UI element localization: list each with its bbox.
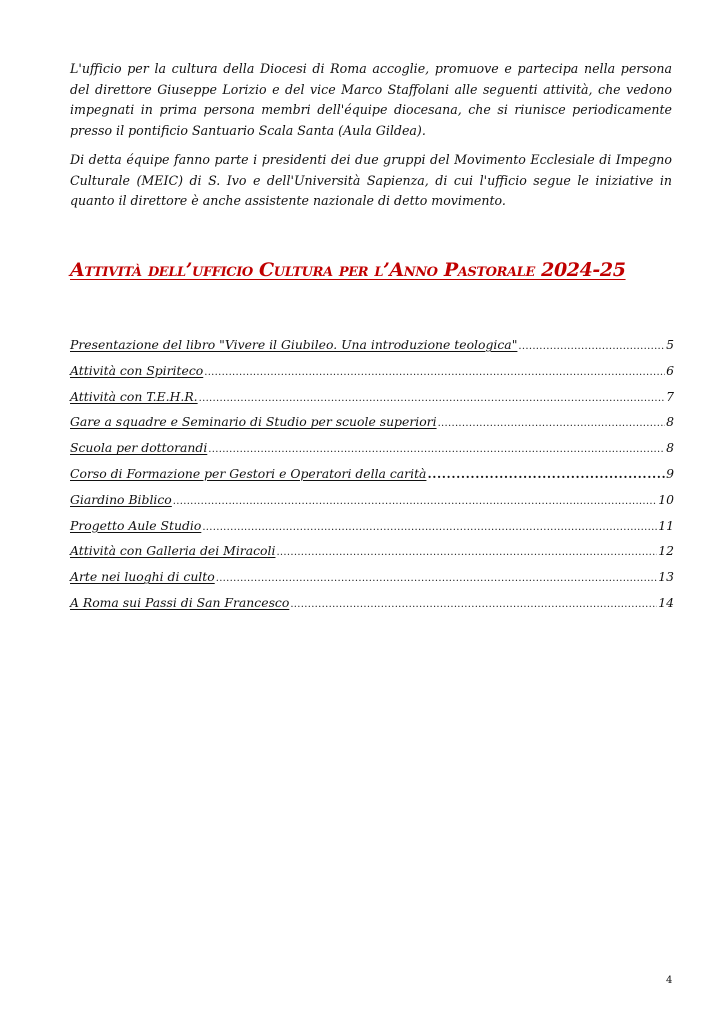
toc-entry-page: 5: [666, 337, 674, 352]
toc-entry-page: 6: [666, 362, 674, 378]
dot-leader: [518, 341, 665, 352]
toc-entry-title: Attività con T.E.H.R.: [70, 388, 198, 404]
table-of-contents: [70, 337, 674, 621]
toc-entry-title: Attività con Spiriteco: [70, 362, 204, 378]
toc-entry[interactable]: [70, 440, 674, 466]
dot-leader: [438, 418, 666, 429]
dot-leader: [216, 573, 658, 584]
toc-entry[interactable]: [70, 389, 674, 415]
toc-entry-title: Arte nei luoghi di culto: [70, 569, 215, 585]
toc-entry[interactable]: [70, 518, 674, 544]
toc-entry-title: Progetto Aule Studio: [70, 517, 202, 533]
toc-entry-page: 9: [666, 465, 674, 481]
dot-leader: [202, 522, 657, 533]
toc-entry[interactable]: [70, 466, 674, 492]
toc-entry-title: Corso di Formazione per Gestori e Operatori della carità: [70, 465, 427, 481]
toc-entry-page: 11: [658, 517, 674, 533]
toc-entry-title: A Roma sui Passi di San Francesco: [70, 594, 290, 610]
dot-leader: [173, 496, 657, 507]
toc-entry-title: Giardino Biblico: [70, 491, 172, 507]
page-number: 4: [666, 975, 673, 986]
toc-entry-page: 10: [658, 491, 674, 507]
dot-leader: [199, 393, 665, 404]
dot-leader: [276, 547, 657, 558]
dot-leader: [204, 367, 665, 378]
dot-leader: [290, 599, 657, 610]
intro-paragraph-2: Di detta équipe fanno parte i presidenti dei due gruppi del Movimento Ecclesiale di Impegno Culturale (MEIC) di S. Ivo e dell'Università Sapienza, di cui l'ufficio segue le iniziative in quanto il direttore è anche assistente nazionale di detto movimento.: [70, 152, 672, 208]
toc-entry-page: 12: [658, 543, 674, 559]
toc-entry-page: 7: [666, 388, 674, 404]
section-heading: Attività dell’ufficio Cultura per l’Anno Pastorale 2024-25: [70, 259, 626, 281]
toc-entry-title: Scuola per dottorandi: [70, 440, 208, 456]
toc-entry[interactable]: [70, 595, 674, 621]
toc-entry[interactable]: [70, 337, 674, 363]
toc-entry[interactable]: [70, 492, 674, 518]
toc-entry-title: Gare a squadre e Seminario di Studio per scuole superiori: [70, 414, 437, 430]
toc-entry[interactable]: [70, 543, 674, 569]
toc-entry-page: 14: [658, 594, 674, 610]
toc-entry-page: 13: [658, 569, 674, 585]
toc-entry[interactable]: [70, 414, 674, 440]
toc-entry[interactable]: [70, 363, 674, 389]
dot-leader: [208, 444, 665, 455]
toc-entry-page: 8: [666, 440, 674, 456]
toc-entry[interactable]: [70, 569, 674, 595]
toc-entry-title: Attività con Galleria dei Miracoli: [70, 543, 276, 559]
toc-entry-page: 8: [666, 414, 674, 430]
intro-paragraph-1: L'ufficio per la cultura della Diocesi di Roma accoglie, promuove e partecipa nella persona del direttore Giuseppe Lorizio e del vice Marco Staffolani alle seguenti attività, che vedono impegnati in prima persona membri dell'équipe diocesana, che si riunisce periodicamente presso il pontificio Santuario Scala Santa (Aula Gildea).: [70, 61, 672, 138]
dot-leader: [427, 467, 665, 481]
toc-entry-title: Presentazione del libro "Vivere il Giubileo. Una introduzione teologica": [70, 337, 518, 352]
